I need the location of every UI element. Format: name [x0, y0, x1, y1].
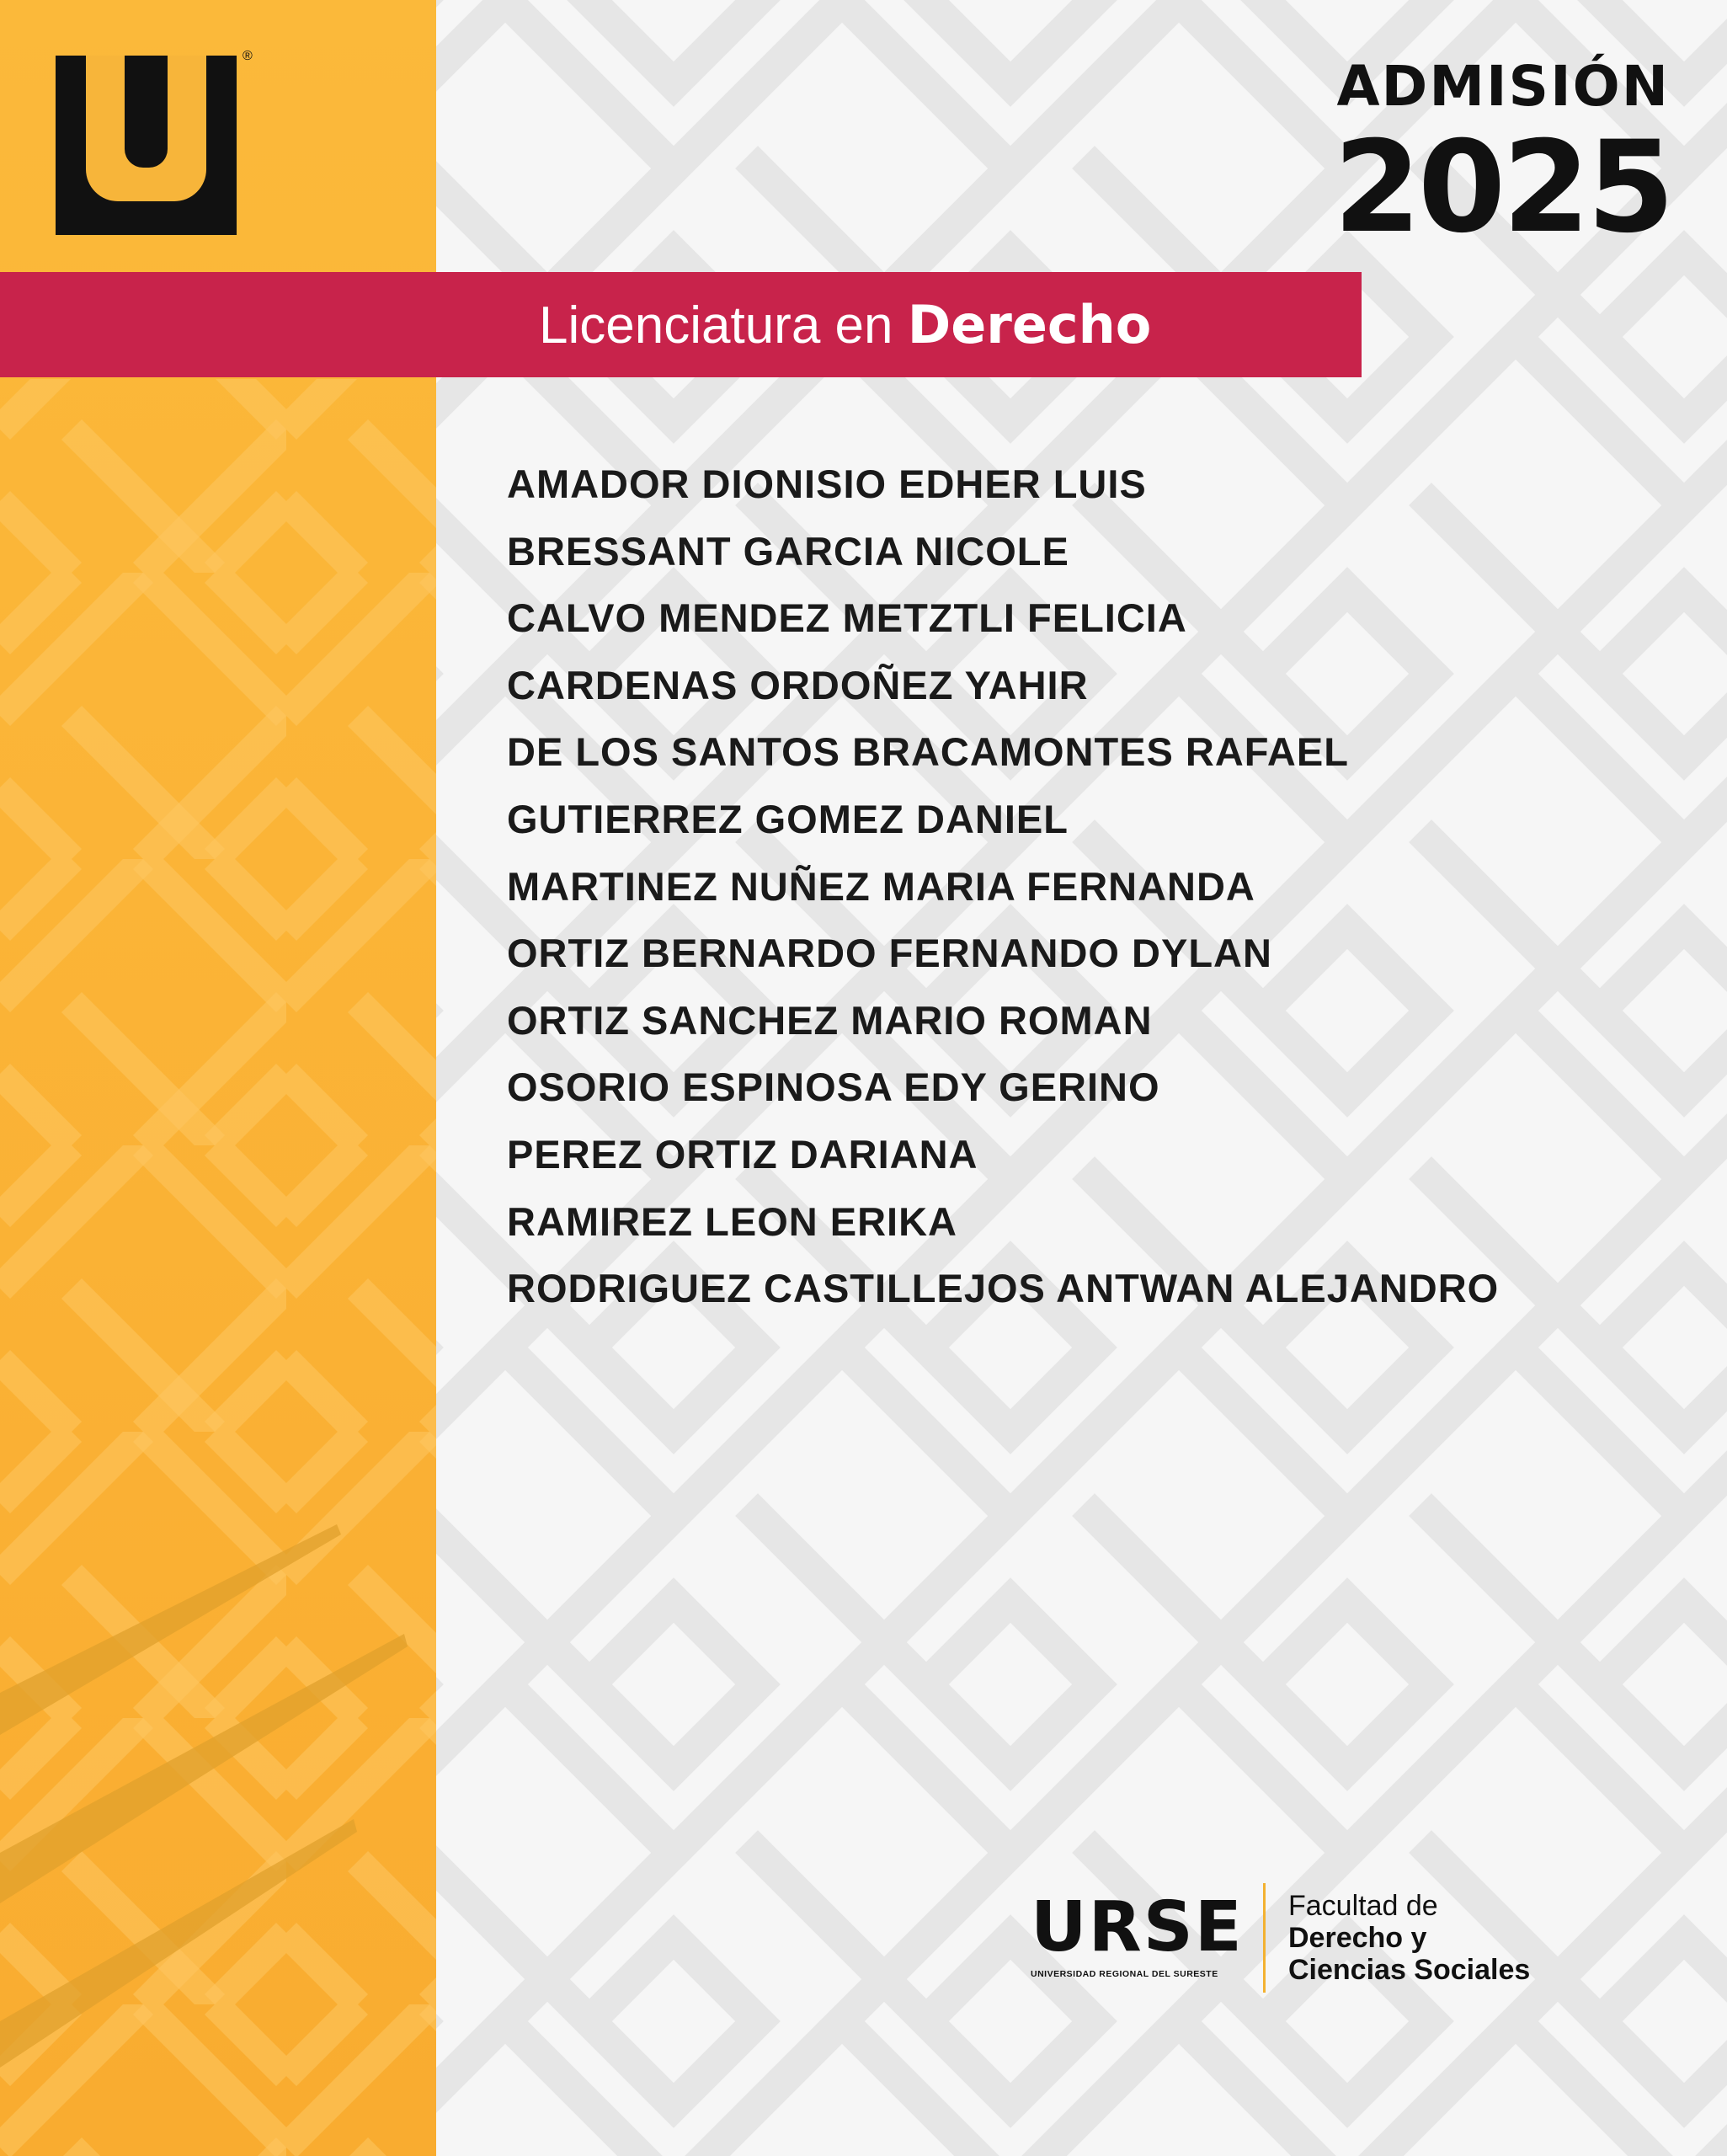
- list-item: ORTIZ SANCHEZ MARIO ROMAN: [507, 997, 1153, 1043]
- program-title-name: Derecho: [907, 294, 1152, 355]
- faculty-line-1: Facultad de: [1288, 1890, 1438, 1922]
- faculty-line-3: Ciencias Sociales: [1288, 1954, 1531, 1986]
- admitted-names-list: [507, 455, 1499, 1326]
- list-item: CARDENAS ORDOÑEZ YAHIR: [507, 662, 1089, 707]
- u-logo: [56, 56, 237, 235]
- list-item: RAMIREZ LEON ERIKA: [507, 1198, 957, 1244]
- registered-mark: ®: [243, 49, 253, 63]
- list-item: RODRIGUEZ CASTILLEJOS ANTWAN ALEJANDRO: [507, 1266, 1500, 1311]
- program-title-prefix: Licenciatura en: [539, 296, 893, 355]
- list-item: ORTIZ BERNARDO FERNANDO DYLAN: [507, 931, 1272, 976]
- list-item: AMADOR DIONISIO EDHER LUIS: [507, 462, 1147, 506]
- urse-subtitle: UNIVERSIDAD REGIONAL DEL SURESTE: [1031, 1969, 1218, 1979]
- admision-heading: ADMISIÓN: [1336, 54, 1670, 119]
- urse-wordmark: URSE: [1031, 1887, 1244, 1967]
- faculty-line-2: Derecho y: [1288, 1922, 1427, 1954]
- admission-year: 2025: [1333, 115, 1671, 261]
- list-item: DE LOS SANTOS BRACAMONTES RAFAEL: [507, 729, 1349, 775]
- list-item: BRESSANT GARCIA NICOLE: [507, 528, 1069, 574]
- urse-logo: [1031, 1887, 1244, 1979]
- list-item: MARTINEZ NUÑEZ MARIA FERNANDA: [507, 863, 1255, 909]
- list-item: GUTIERREZ GOMEZ DANIEL: [507, 796, 1069, 841]
- list-item: PEREZ ORTIZ DARIANA: [507, 1131, 978, 1177]
- program-banner: [0, 272, 1362, 377]
- program-title: [539, 272, 1151, 377]
- footer-divider: [1263, 1883, 1266, 1993]
- list-item: CALVO MENDEZ METZTLI FELICIA: [507, 595, 1187, 641]
- list-item: OSORIO ESPINOSA EDY GERINO: [507, 1065, 1160, 1110]
- faculty-name: [1288, 1890, 1530, 1986]
